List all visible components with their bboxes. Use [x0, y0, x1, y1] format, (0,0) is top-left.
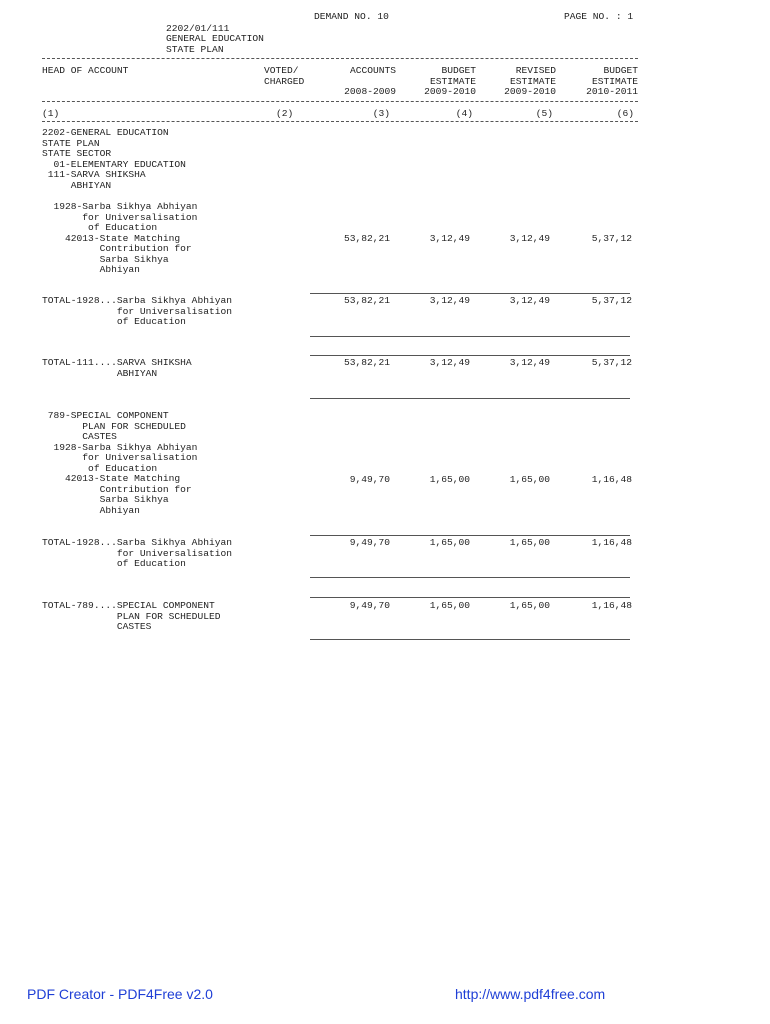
value-cell: 9,49,70	[349, 537, 390, 548]
col-number-6: (6)	[616, 108, 634, 119]
value-cell: 1,65,00	[429, 600, 470, 611]
header-rule-mid	[42, 101, 638, 102]
col-revised-estimate: REVISED ESTIMATE 2009-2010	[504, 65, 556, 97]
scheme-1928-state-matching: 1928-Sarba Sikhya Abhiyan for Universalisation of Education 42013-State Matching Contribution for Sarba Sikhya Abhiyan	[53, 201, 198, 275]
total-rule	[310, 398, 630, 399]
demand-number: DEMAND NO. 10	[314, 11, 389, 22]
total-rule	[310, 597, 630, 598]
value-cell: 3,12,49	[509, 295, 550, 306]
total-rule	[310, 355, 630, 356]
value-cell: 53,82,21	[343, 233, 390, 244]
value-cell: 53,82,21	[343, 295, 390, 306]
col-number-1: (1)	[42, 108, 60, 119]
total-rule	[310, 535, 630, 536]
col-number-5: (5)	[535, 108, 553, 119]
account-hierarchy: 2202-GENERAL EDUCATION STATE PLAN STATE SECTOR 01-ELEMENTARY EDUCATION 111-SARVA SHIKSHA ABHIYAN	[42, 127, 186, 191]
col-number-2: (2)	[276, 108, 294, 119]
col-budget-estimate-2010: BUDGET ESTIMATE 2010-2011	[586, 65, 638, 97]
value-cell: 1,65,00	[509, 474, 550, 485]
value-cell: 3,12,49	[429, 357, 470, 368]
total-789-label: TOTAL-789....SPECIAL COMPONENT PLAN FOR SCHEDULED CASTES	[42, 600, 221, 632]
value-cell: 9,49,70	[349, 474, 390, 485]
total-1928-label: TOTAL-1928...Sarba Sikhya Abhiyan for Universalisation of Education	[42, 295, 232, 327]
value-cell: 53,82,21	[343, 357, 390, 368]
value-cell: 1,16,48	[591, 600, 632, 611]
document-title: GENERAL EDUCATION	[166, 33, 264, 44]
value-cell: 1,65,00	[509, 600, 550, 611]
value-cell: 5,37,12	[591, 357, 632, 368]
pdf4free-link[interactable]: http://www.pdf4free.com	[455, 986, 606, 1002]
header-rule-bottom	[42, 121, 638, 122]
value-cell: 1,16,48	[591, 537, 632, 548]
header-rule-top	[42, 58, 638, 59]
value-cell: 1,65,00	[429, 537, 470, 548]
col-budget-estimate-2009: BUDGET ESTIMATE 2009-2010	[424, 65, 476, 97]
value-cell: 1,65,00	[429, 474, 470, 485]
major-head-code: 2202/01/111	[166, 23, 230, 34]
value-cell: 9,49,70	[349, 600, 390, 611]
col-head-of-account: HEAD OF ACCOUNT	[42, 65, 129, 76]
page-number: PAGE NO. : 1	[564, 11, 634, 22]
value-cell: 3,12,49	[429, 295, 470, 306]
pdf-creator-footer: PDF Creator - PDF4Free v2.0	[27, 986, 213, 1002]
total-1928-scp-label: TOTAL-1928...Sarba Sikhya Abhiyan for Universalisation of Education	[42, 537, 232, 569]
value-cell: 5,37,12	[591, 295, 632, 306]
total-rule	[310, 639, 630, 640]
value-cell: 5,37,12	[591, 233, 632, 244]
col-number-4: (4)	[455, 108, 473, 119]
total-rule	[310, 336, 630, 337]
value-cell: 3,12,49	[429, 233, 470, 244]
value-cell: 1,65,00	[509, 537, 550, 548]
col-number-3: (3)	[372, 108, 390, 119]
value-cell: 3,12,49	[509, 357, 550, 368]
plan-label: STATE PLAN	[166, 44, 224, 55]
total-111-label: TOTAL-111....SARVA SHIKSHA ABHIYAN	[42, 357, 192, 379]
col-voted-charged: VOTED/ CHARGED	[264, 65, 305, 87]
value-cell: 1,16,48	[591, 474, 632, 485]
total-rule	[310, 577, 630, 578]
total-rule	[310, 293, 630, 294]
col-accounts-year: 2008-2009	[344, 86, 396, 97]
col-accounts: ACCOUNTS	[349, 65, 396, 76]
special-component-plan: 789-SPECIAL COMPONENT PLAN FOR SCHEDULED CASTES 1928-Sarba Sikhya Abhiyan for Universalisation of Education 42013-State Matching Contribution for Sarba Sikhya Abhiyan	[47, 410, 198, 516]
value-cell: 3,12,49	[509, 233, 550, 244]
